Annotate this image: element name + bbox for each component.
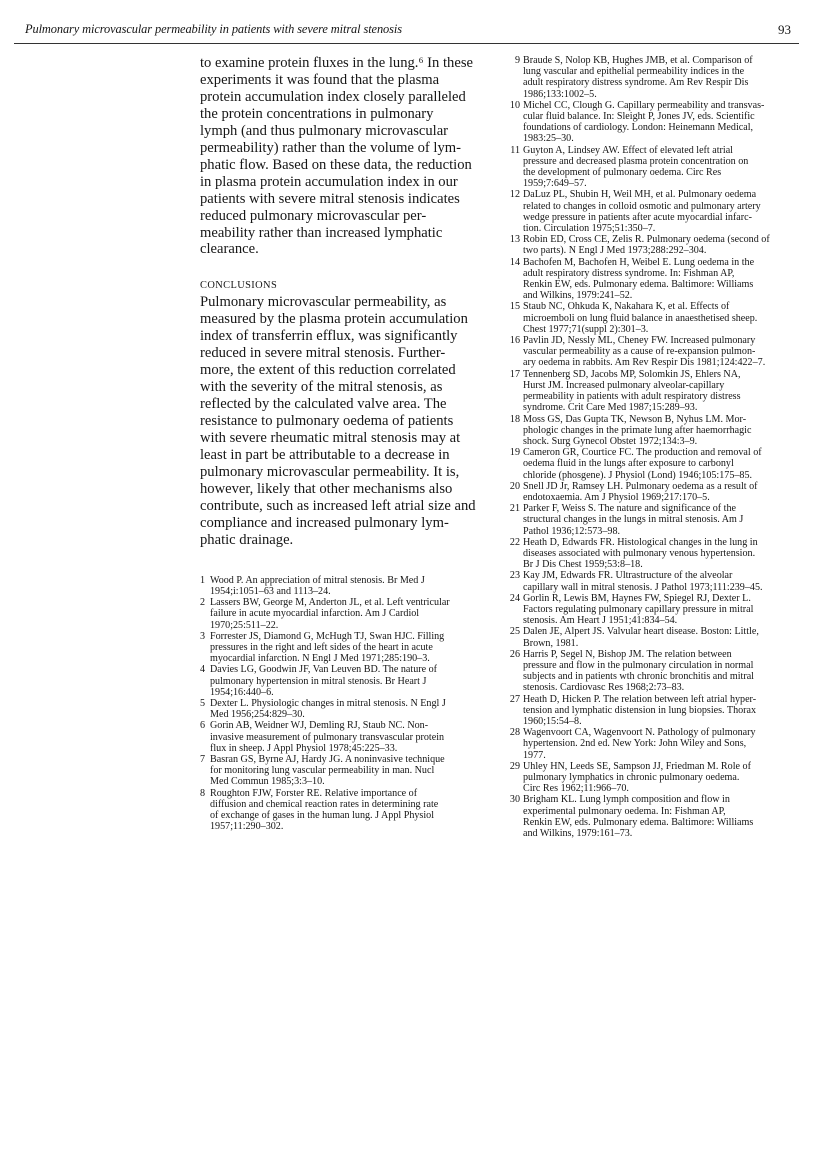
text-line: with the severity of the mitral stenosis, as (200, 379, 443, 396)
reference-line: 1986;133:1002–5. (523, 88, 597, 100)
reference-item (200, 597, 490, 631)
reference-number: 10 (509, 99, 520, 111)
reference-line: Renkin EW, eds. Pulmonary edema. Baltimore: Williams (523, 816, 754, 828)
reference-item (200, 720, 490, 754)
reference-line: adult respiratory distress syndrome. Am Rev Respir Dis (523, 77, 749, 89)
reference-line: cular fluid balance. In: Sleight P, Jones JV, eds. Scientific (523, 111, 755, 123)
reference-line: wedge pressure in patients after acute myocardial infarc- (523, 211, 752, 223)
reference-number: 7 (200, 753, 206, 765)
reference-item (505, 570, 792, 592)
reference-line: Michel CC, Clough G. Capillary permeability and transvas- (523, 99, 765, 111)
reference-line: hypertension. 2nd ed. New York: John Wiley and Sons, (523, 738, 747, 750)
reference-number: 19 (509, 447, 520, 459)
reference-line: 1977. (523, 749, 546, 761)
reference-line: diseases associated with pulmonary venous hypertension. (523, 547, 756, 559)
reference-line: Forrester JS, Diamond G, McHugh TJ, Swan HJC. Filling (210, 630, 445, 642)
reference-line: invasive measurement of pulmonary transvascular protein (210, 731, 445, 743)
reference-line: Harris P, Segel N, Bishop JM. The relation between (523, 648, 732, 660)
reference-item (200, 631, 490, 665)
reference-line: related to changes in colloid osmotic and pulmonary artery (523, 200, 761, 212)
reference-line: Braude S, Nolop KB, Hughes JMB, et al. Comparison of (523, 55, 753, 66)
reference-line: Gorlin R, Lewis BM, Haynes FW, Spiegel RJ, Dexter L. (523, 592, 751, 604)
text-line: permeability) rather than the volume of lym- (200, 139, 461, 156)
page-header (25, 22, 791, 44)
reference-line: Heath D, Hicken P. The relation between left atrial hyper- (523, 693, 757, 705)
text-line: lymph (and thus pulmonary microvascular (200, 122, 449, 139)
reference-item (505, 145, 792, 190)
reference-line: capillary wall in mitral stenosis. J Pathol 1973;111:239–45. (523, 581, 763, 593)
reference-item (505, 694, 792, 728)
reference-line: tension and lymphatic distension in lung biopsies. Thorax (523, 704, 757, 716)
reference-number: 5 (200, 697, 206, 709)
reference-line: Davies LG, Goodwin JF, Van Leuven BD. The nature of (210, 664, 438, 676)
reference-number: 26 (509, 648, 520, 660)
reference-line: Wagenvoort CA, Wagenvoort N. Pathology of pulmonary (523, 727, 756, 739)
reference-line: Brown, 1981. (523, 637, 579, 649)
reference-line: failure in acute myocardial infarction. Am J Cardiol (210, 608, 420, 620)
text-line: compliance and increased pulmonary lym- (200, 514, 449, 531)
reference-line: Staub NC, Ohkuda K, Nakahara K, et al. Effects of (523, 301, 730, 313)
reference-line: Br J Dis Chest 1959;53:8–18. (523, 559, 643, 571)
reference-item (505, 794, 792, 839)
reference-number: 17 (509, 368, 520, 380)
reference-item (505, 55, 792, 100)
reference-line: Snell JD Jr, Ramsey LH. Pulmonary oedema as a result of (523, 480, 758, 492)
reference-line: Gorin AB, Weidner WJ, Demling RJ, Staub NC. Non- (210, 720, 429, 732)
text-line: meability rather than increased lymphatic (200, 224, 443, 241)
reference-line: Dalen JE, Alpert JS. Valvular heart disease. Boston: Little, (523, 626, 759, 638)
reference-line: Pathol 1936;12:573–98. (523, 525, 621, 537)
reference-line: 1954;16:440–6. (210, 686, 274, 698)
reference-line: Dexter L. Physiologic changes in mitral stenosis. N Engl J (210, 697, 446, 709)
reference-item (505, 189, 792, 234)
reference-line: pressures in the right and left sides of the heart in acute (210, 641, 433, 653)
header-rule (14, 43, 799, 44)
left-column (200, 55, 490, 832)
reference-line: two parts). N Engl J Med 1973;288:292–304. (523, 245, 707, 257)
text-line: Pulmonary microvascular permeability, as (200, 294, 447, 311)
reference-line: foundations of cardiology. London: Heinemann Medical, (523, 122, 754, 134)
reference-line: Factors regulating pulmonary capillary pressure in mitral (523, 603, 754, 615)
reference-list-left (200, 575, 490, 833)
reference-item (505, 301, 792, 335)
reference-line: myocardial infarction. N Engl J Med 1971;285:190–3. (210, 653, 430, 665)
reference-line: stenosis. Am Heart J 1951;41:834–54. (523, 615, 678, 627)
reference-line: flux in sheep. J Appl Physiol 1978;45:225–33. (210, 742, 398, 754)
reference-line: Roughton FJW, Forster RE. Relative importance of (210, 787, 418, 799)
reference-line: of exchange of gases in the human lung. J Appl Physiol (210, 810, 434, 821)
reference-line: Chest 1977;71(suppl 2):301–3. (523, 323, 649, 335)
reference-item (505, 414, 792, 448)
reference-item (505, 761, 792, 795)
reference-number: 14 (509, 256, 520, 268)
text-line: experiments it was found that the plasma (200, 71, 440, 88)
reference-item (505, 593, 792, 627)
text-line: more, the extent of this reduction correlated (200, 362, 456, 379)
reference-item (505, 727, 792, 761)
reference-line: permeability in patients with adult respiratory distress (523, 391, 741, 403)
reference-number: 6 (200, 720, 206, 732)
reference-number: 29 (509, 760, 520, 772)
reference-line: Basran GS, Byrne AJ, Hardy JG. A noninvasive technique (210, 753, 445, 765)
reference-item (200, 664, 490, 698)
reference-item (505, 100, 792, 145)
reference-line: DaLuz PL, Shubin H, Weil MH, et al. Pulmonary oedema (523, 189, 757, 201)
reference-number: 23 (509, 570, 520, 582)
conclusions-paragraph (200, 294, 490, 548)
reference-line: Bachofen M, Bachofen H, Weibel E. Lung oedema in the (523, 256, 755, 268)
reference-line: microemboli on lung fluid balance in anaesthetised sheep. (523, 312, 758, 324)
reference-line: Robin ED, Cross CE, Zelis R. Pulmonary oedema (second of (523, 234, 770, 246)
reference-number: 3 (200, 630, 206, 642)
reference-line: oedema fluid in the lungs after exposure to carbonyl (523, 458, 734, 470)
reference-number: 28 (509, 727, 520, 739)
reference-line: and Wilkins, 1979:161–73. (523, 828, 633, 840)
reference-number: 2 (200, 597, 206, 609)
reference-number: 21 (509, 503, 520, 515)
text-line: protein accumulation index closely paralleled (200, 88, 466, 105)
reference-item (505, 447, 792, 481)
reference-number: 11 (510, 144, 520, 156)
text-line: reduced in severe mitral stenosis. Further- (200, 345, 446, 362)
reference-number: 12 (509, 189, 520, 201)
text-line: clearance. (200, 241, 259, 258)
reference-number: 8 (200, 787, 206, 799)
reference-line: pressure and flow in the pulmonary circulation in normal (523, 659, 754, 671)
reference-line: 1954;i:1051–63 and 1113–24. (210, 585, 331, 597)
reference-line: structural changes in the lungs in mitral stenosis. Am J (523, 514, 744, 526)
reference-number: 15 (509, 301, 520, 313)
reference-line: pressure and decreased plasma protein concentration on (523, 155, 749, 167)
reference-line: Med Commun 1985;3:3–10. (210, 776, 325, 788)
reference-line: shock. Surg Gynecol Obstet 1972;134:3–9. (523, 435, 698, 447)
reference-line: subjects and in patients wth chronic bronchitis and mitral (523, 671, 754, 683)
reference-item (505, 649, 792, 694)
reference-line: Moss GS, Das Gupta TK, Newson B, Nyhus LM. Mor- (523, 413, 747, 425)
reference-line: Parker F, Weiss S. The nature and significance of the (523, 503, 737, 515)
page-number: 93 (778, 22, 791, 37)
reference-item (505, 257, 792, 302)
reference-line: pulmonary lymphatics in chronic pulmonary oedema. (523, 772, 740, 783)
reference-item (505, 369, 792, 414)
reference-number: 25 (509, 626, 520, 638)
reference-line: Renkin EW, eds. Pulmonary edema. Baltimore: Williams (523, 279, 754, 291)
reference-item (505, 503, 792, 537)
reference-line: pulmonary hypertension in mitral stenosis. Br Heart J (210, 675, 427, 687)
reference-number: 30 (509, 794, 520, 806)
reference-number: 20 (509, 480, 520, 492)
text-line: reduced pulmonary microvascular per- (200, 207, 427, 224)
conclusions-heading: CONCLUSIONS (200, 280, 278, 292)
reference-line: Kay JM, Edwards FR. Ultrastructure of the alveolar (523, 570, 733, 582)
reference-line: ary oedema in rabbits. Am Rev Respir Dis 1981;124:422–7. (523, 357, 766, 369)
reference-item (505, 234, 792, 256)
reference-number: 24 (509, 592, 520, 604)
right-column (505, 55, 792, 839)
reference-item (505, 481, 792, 503)
reference-line: Tennenberg SD, Jacobs MP, Solomkin JS, Ehlers NA, (523, 368, 741, 380)
reference-item (200, 698, 490, 720)
reference-number: 16 (509, 335, 520, 347)
discussion-paragraph (200, 55, 490, 258)
reference-line: Uhley HN, Leeds SE, Sampson JJ, Friedman M. Role of (523, 760, 751, 772)
reference-line: Cameron GR, Courtice FC. The production and removal of (523, 447, 762, 459)
reference-line: the development of pulmonary oedema. Circ Res (523, 167, 722, 179)
running-title: Pulmonary microvascular permeability in patients with severe mitral stenosis (25, 22, 402, 36)
reference-item (200, 754, 490, 788)
reference-number: 27 (509, 693, 520, 705)
reference-line: lung vascular and epithelial permeability indices in the (523, 66, 745, 78)
reference-list-right (505, 55, 792, 839)
reference-number: 13 (509, 234, 520, 246)
text-line: to examine protein fluxes in the lung.⁶ In these (200, 55, 473, 71)
text-line: in plasma protein accumulation index in our (200, 173, 458, 190)
reference-line: chloride (phosgene). J Physiol (Lond) 1946;105:175–85. (523, 469, 753, 481)
reference-line: 1957;11:290–302. (210, 821, 284, 833)
text-line: patients with severe mitral stenosis indicates (200, 190, 460, 207)
reference-item (200, 788, 490, 833)
reference-line: experimental pulmonary oedema. In: Fishman AP, (523, 805, 726, 817)
reference-line: 1959;7:649–57. (523, 178, 587, 190)
text-line: with severe rheumatic mitral stenosis may at (200, 430, 461, 447)
reference-item (505, 626, 792, 648)
text-line: least in part be attributable to a decrease in (200, 447, 450, 464)
reference-line: Circ Res 1962;11:966–70. (523, 783, 629, 795)
reference-line: 1970;25:511–22. (210, 619, 279, 631)
reference-line: Hurst JM. Increased pulmonary alveolar-capillary (523, 379, 725, 391)
reference-number: 18 (509, 413, 520, 425)
text-line: however, likely that other mechanisms also (200, 480, 453, 497)
reference-item (505, 537, 792, 571)
text-line: index of transferrin efflux, was significantly (200, 328, 458, 345)
reference-line: Wood P. An appreciation of mitral stenosis. Br Med J (210, 574, 425, 586)
text-line: phatic flow. Based on these data, the reduction (200, 156, 472, 173)
reference-line: adult respiratory distress syndrome. In: Fishman AP, (523, 267, 735, 279)
reference-number: 4 (200, 664, 206, 676)
text-line: measured by the plasma protein accumulation (200, 311, 468, 328)
reference-line: endotoxaemia. Am J Physiol 1969;217:170–5. (523, 491, 710, 503)
reference-line: tion. Circulation 1975;51:350–7. (523, 223, 656, 235)
reference-line: Pavlin JD, Nessly ML, Cheney FW. Increased pulmonary (523, 335, 756, 347)
reference-line: syndrome. Crit Care Med 1987;15:289–93. (523, 402, 698, 414)
reference-line: Med 1956;254:829–30. (210, 709, 305, 721)
text-line: pulmonary microvascular permeability. It is, (200, 463, 460, 480)
text-line: phatic drainage. (200, 531, 294, 548)
reference-number: 1 (200, 574, 206, 586)
reference-line: Heath D, Edwards FR. Histological changes in the lung in (523, 536, 758, 548)
reference-line: 1960;15:54–8. (523, 715, 582, 727)
text-line: resistance to pulmonary oedema of patients (200, 413, 454, 430)
reference-line: stenosis. Cardiovasc Res 1968;2:73–83. (523, 682, 685, 694)
reference-item (200, 575, 490, 597)
reference-number: 9 (514, 55, 520, 66)
reference-item (505, 335, 792, 369)
reference-line: phologic changes in the primate lung after haemorrhagic (523, 424, 752, 436)
reference-line: Guyton A, Lindsey AW. Effect of elevated left atrial (523, 144, 733, 156)
reference-number: 22 (509, 536, 520, 548)
reference-line: Lassers BW, George M, Anderton JL, et al. Left ventricular (210, 597, 450, 609)
reference-line: 1983:25–30. (523, 133, 574, 145)
reference-line: vascular permeability as a cause of re-expansion pulmon- (523, 346, 756, 358)
reference-line: Brigham KL. Lung lymph composition and flow in (523, 794, 730, 806)
text-line: contribute, such as increased left atrial size and (200, 497, 476, 514)
text-line: reflected by the calculated valve area. The (200, 396, 447, 413)
reference-line: diffusion and chemical reaction rates in determining rate (210, 798, 439, 810)
reference-line: for monitoring lung vascular permeability in man. Nucl (210, 765, 435, 777)
reference-line: and Wilkins, 1979:241–52. (523, 290, 633, 302)
text-line: the protein concentrations in pulmonary (200, 105, 434, 122)
